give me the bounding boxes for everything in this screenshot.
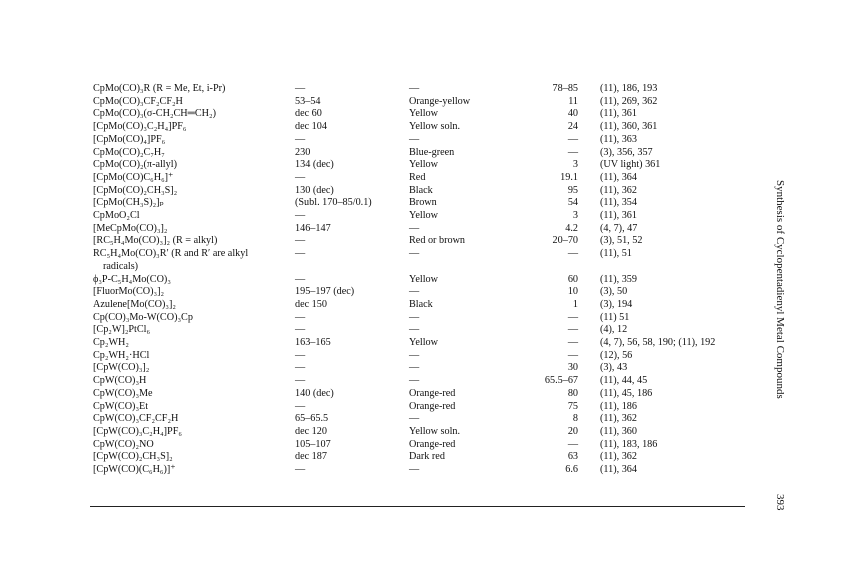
color-cell: Orange-red [409,438,456,450]
melting-point-cell: — [295,273,306,285]
table-row [0,463,864,476]
color-cell: Brown [409,197,437,209]
yield-cell: — [567,349,578,361]
compound-cell: CpW(CO)₂NO [93,438,154,450]
table-row [0,234,864,247]
color-cell: — [409,349,420,361]
references-cell: (11), 359 [600,273,637,285]
compound-cell: [CpMo(CO)₄]PF₆ [93,133,166,145]
references-cell: (11) 51 [600,311,630,323]
melting-point-cell: dec 187 [295,451,327,463]
references-cell: (3), 43 [600,362,628,374]
color-cell: — [409,286,420,298]
references-cell: (11), 362 [600,184,637,196]
color-cell: Blue-green [409,146,455,158]
melting-point-cell: — [295,311,306,323]
compound-cell: [CpW(CO)(C₆H₆)]⁺ [93,464,176,475]
table-row [0,171,864,184]
compound-cell: CpMo(CO)₂(π-allyl) [93,159,177,171]
table-row [0,273,864,286]
references-cell: (11), 186 [600,400,637,412]
references-cell: (4, 7), 47 [600,222,638,234]
references-cell: (4), 12 [600,324,628,336]
melting-point-cell: 163–165 [295,337,331,348]
color-cell: — [409,133,420,145]
compound-cell: CpMo(CO)₃CF₂CF₂H [93,95,183,107]
color-cell: — [409,324,420,336]
compound-cell: [MeCpMo(CO)₃]₂ [93,222,168,234]
color-cell: Black [409,184,433,196]
yield-cell: 8 [572,413,578,425]
yield-cell: 75 [567,400,578,412]
color-cell: Orange-red [409,400,456,412]
yield-cell: — [567,133,578,145]
compound-cell: Cp₂WH₂ [93,337,129,348]
yield-cell: 10 [567,286,578,298]
table-row [0,196,864,209]
compound-cell: [CpMo(CH₃S)₂]ₚ [93,197,164,209]
table-row [0,336,864,349]
compound-cell: [CpMo(CO)C₆H₆]⁺ [93,171,174,183]
color-cell: — [409,311,420,323]
table-row [0,285,864,298]
references-cell: (3), 194 [600,298,633,310]
table-row [0,438,864,451]
table-row [0,82,864,95]
references-cell: (11), 45, 186 [600,387,653,399]
color-cell: Red or brown [409,235,466,247]
table-row [0,133,864,146]
melting-point-cell: 105–107 [295,438,331,450]
melting-point-cell: 130 (dec) [295,184,334,196]
compound-cell: CpW(CO)₃CF₂CF₂H [93,413,179,425]
yield-cell: 1 [572,298,578,310]
yield-cell: 30 [567,362,578,374]
references-cell: (12), 56 [600,349,633,361]
yield-cell: — [567,248,578,260]
compound-cell: Cp₂WH₂·HCl [93,349,150,361]
table-row [0,349,864,362]
yield-cell: 65.5–67 [544,375,578,387]
melting-point-cell: dec 60 [295,108,322,120]
color-cell: Yellow [409,273,438,285]
table-row [0,323,864,336]
melting-point-cell: — [295,210,306,221]
melting-point-cell: (Subl. 170–85/0.1) [295,197,372,209]
melting-point-cell: — [295,248,306,260]
yield-cell: 60 [567,273,578,285]
melting-point-cell: 195–197 (dec) [295,286,355,298]
table-row [0,412,864,425]
yield-cell: 78–85 [552,83,578,94]
color-cell: — [409,248,420,260]
color-cell: Yellow soln. [409,121,461,133]
melting-point-cell: dec 150 [295,298,327,310]
color-cell: — [409,362,420,374]
yield-cell: — [567,324,578,336]
color-cell: Dark red [409,451,445,463]
melting-point-cell: — [295,400,306,412]
melting-point-cell: 230 [295,146,311,158]
yield-cell: 20 [567,425,578,437]
melting-point-cell: — [295,324,306,336]
melting-point-cell: — [295,464,306,475]
color-cell: Yellow [409,159,438,171]
references-cell: (11), 183, 186 [600,438,658,450]
compound-cell: [CpW(CO)₃]₂ [93,362,150,374]
yield-cell: 3 [572,159,578,171]
references-cell: (11), 354 [600,197,637,209]
compound-cell: CpMo(CO)₂C₇H₇ [93,146,165,158]
table-row [0,450,864,463]
table-row [0,374,864,387]
color-cell: — [409,83,420,94]
melting-point-cell: dec 104 [295,121,327,133]
color-cell: — [409,413,420,425]
compound-cell: ϕ₃P-C₅H₄Mo(CO)₃ [93,273,171,285]
table-row [0,361,864,374]
references-cell: (11), 186, 193 [600,83,658,94]
compound-cell: CpW(CO)₃H [93,375,147,387]
compound-cell: radicals) [103,260,139,272]
compound-cell: [CpMo(CO)₃C₂H₄]PF₆ [93,121,187,133]
running-head: Synthesis of Cyclopentadienyl Metal Compounds [774,180,786,399]
yield-cell: 3 [572,210,578,221]
table-row [0,120,864,133]
references-cell: (11), 51 [600,248,632,260]
compound-cell: CpW(CO)₃Et [93,400,149,412]
color-cell: Red [409,171,426,183]
melting-point-cell: — [295,133,306,145]
melting-point-cell: 134 (dec) [295,159,334,171]
table-row [0,247,864,260]
color-cell: Yellow [409,210,438,221]
table-row [0,222,864,235]
page-number: 393 [774,494,786,511]
color-cell: — [409,222,420,234]
melting-point-cell: — [295,362,306,374]
yield-cell: 6.6 [565,464,578,475]
melting-point-cell: 146–147 [295,222,331,234]
references-cell: (11), 361 [600,108,637,120]
references-cell: (11), 364 [600,464,637,475]
table-row [0,400,864,413]
compound-cell: CpMoO₂Cl [93,210,140,221]
yield-cell: 63 [567,451,578,463]
color-cell: Yellow [409,108,438,120]
compound-cell: RC₅H₄Mo(CO)₃R′ (R and R′ are alkyl [93,248,249,260]
melting-point-cell: — [295,235,306,247]
yield-cell: 19.1 [560,171,578,183]
compound-cell: CpW(CO)₃Me [93,387,153,399]
table-row [0,425,864,438]
yield-cell: 80 [567,387,578,399]
yield-cell: 24 [567,121,578,133]
yield-cell: 40 [567,108,578,120]
compound-cell: [Cp₂W]₂PtCl₆ [93,324,151,336]
references-cell: (11), 364 [600,171,637,183]
color-cell: Black [409,298,433,310]
compound-cell: Azulene[Mo(CO)₃]₂ [93,298,176,310]
color-cell: Yellow [409,337,438,348]
table-row [0,95,864,108]
yield-cell: 95 [567,184,578,196]
yield-cell: — [567,146,578,158]
color-cell: Orange-yellow [409,95,471,107]
references-cell: (UV light) 361 [600,159,661,171]
references-cell: (11), 363 [600,133,637,145]
table-row [0,298,864,311]
references-cell: (4, 7), 56, 58, 190; (11), 192 [600,337,716,348]
melting-point-cell: — [295,375,306,387]
yield-cell: — [567,311,578,323]
compound-cell: [RC₅H₄Mo(CO)₃]₂ (R = alkyl) [93,235,218,247]
compound-cell: Cp(CO)₃Mo-W(CO)₃Cp [93,311,193,323]
color-cell: — [409,375,420,387]
compound-cell: [CpW(CO)₃C₂H₄]PF₆ [93,425,182,437]
table-row [0,387,864,400]
compound-cell: CpMo(CO)₃R (R = Me, Et, i-Pr) [93,83,226,94]
table-row [0,311,864,324]
references-cell: (11), 362 [600,451,637,463]
melting-point-cell: 53–54 [295,95,321,107]
yield-cell: — [567,337,578,348]
melting-point-cell: 65–65.5 [295,413,329,425]
table-row [0,146,864,159]
table-row [0,158,864,171]
table-row [0,209,864,222]
color-cell: — [409,464,420,475]
compound-cell: [FluorMo(CO)₃]₂ [93,286,165,298]
yield-cell: 4.2 [565,222,578,234]
melting-point-cell: 140 (dec) [295,387,334,399]
references-cell: (3), 51, 52 [600,235,643,247]
compound-cell: [CpMo(CO)₂CH₃S]₂ [93,184,178,196]
compound-cell: CpMo(CO)₃(σ-CH₂CH═CH₂) [93,108,216,120]
references-cell: (11), 360, 361 [600,121,658,133]
melting-point-cell: — [295,83,306,94]
color-cell: Orange-red [409,387,456,399]
table-row [0,184,864,197]
references-cell: (11), 269, 362 [600,95,658,107]
compound-cell: [CpW(CO)₂CH₃S]₂ [93,451,173,463]
table-row [0,260,864,273]
references-cell: (11), 362 [600,413,637,425]
references-cell: (11), 360 [600,425,637,437]
table-bottom-rule [90,506,745,507]
yield-cell: 54 [567,197,578,209]
yield-cell: 20–70 [552,235,578,247]
references-cell: (11), 361 [600,210,637,221]
table-row [0,107,864,120]
references-cell: (11), 44, 45 [600,375,648,387]
yield-cell: 11 [568,95,578,107]
melting-point-cell: — [295,171,306,183]
melting-point-cell: dec 120 [295,425,327,437]
melting-point-cell: — [295,349,306,361]
yield-cell: — [567,438,578,450]
references-cell: (3), 356, 357 [600,146,653,158]
references-cell: (3), 50 [600,286,628,298]
color-cell: Yellow soln. [409,425,461,437]
